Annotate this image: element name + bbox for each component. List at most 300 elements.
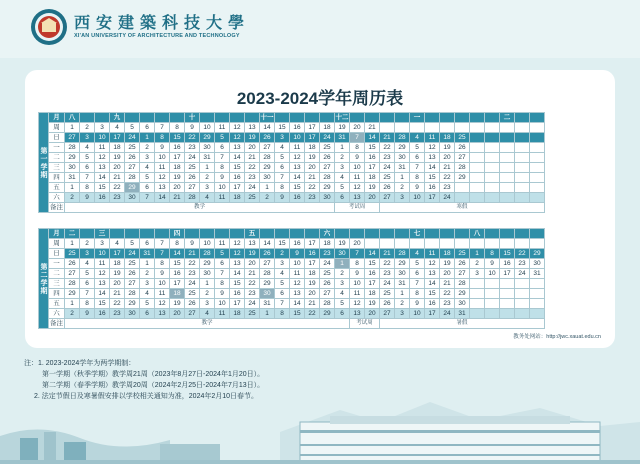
date-cell: 9 [350, 153, 365, 163]
week-number-cell: 17 [305, 123, 320, 133]
date-cell: 12 [425, 259, 440, 269]
calendar-title: 2023-2024学年周历表 [236, 89, 404, 108]
date-cell: 7 [140, 193, 155, 203]
row-label: 五 [49, 183, 65, 193]
date-cell [530, 173, 545, 183]
date-cell [470, 143, 485, 153]
date-cell: 13 [350, 309, 365, 319]
week-number-cell [485, 123, 500, 133]
date-cell: 7 [80, 173, 95, 183]
date-cell [500, 133, 515, 143]
date-cell: 12 [95, 269, 110, 279]
date-cell: 3 [335, 279, 350, 289]
date-cell: 27 [65, 133, 80, 143]
date-cell: 26 [320, 279, 335, 289]
date-cell: 2 [395, 183, 410, 193]
date-cell: 8 [80, 183, 95, 193]
notes-label: 备注 [50, 204, 63, 211]
date-cell [500, 143, 515, 153]
date-cell [500, 279, 515, 289]
date-cell [500, 173, 515, 183]
date-cell [515, 279, 530, 289]
date-cell: 3 [140, 153, 155, 163]
date-cell: 28 [455, 163, 470, 173]
row-label: 二 [49, 153, 65, 163]
date-cell: 20 [365, 309, 380, 319]
week-number-cell [365, 239, 380, 249]
month-header-cell [215, 229, 230, 239]
date-cell: 8 [155, 259, 170, 269]
date-cell [485, 143, 500, 153]
date-cell: 27 [320, 289, 335, 299]
date-cell: 11 [95, 259, 110, 269]
row-label: 六 [49, 309, 65, 319]
date-cell: 25 [125, 143, 140, 153]
date-cell: 14 [95, 289, 110, 299]
date-cell: 29 [125, 183, 140, 193]
header-bar [0, 0, 640, 58]
week-number-cell [425, 123, 440, 133]
date-cell: 4 [410, 249, 425, 259]
date-cell: 2 [260, 193, 275, 203]
date-cell [485, 153, 500, 163]
date-cell [485, 163, 500, 173]
date-cell: 24 [320, 259, 335, 269]
date-cell: 21 [110, 289, 125, 299]
week-number-cell: 3 [95, 239, 110, 249]
date-cell: 17 [425, 193, 440, 203]
date-cell [530, 289, 545, 299]
date-cell: 19 [110, 269, 125, 279]
month-header-cell [110, 229, 125, 239]
month-header-cell: 十一 [260, 114, 274, 121]
date-cell: 3 [80, 249, 95, 259]
week-number-cell: 8 [170, 123, 185, 133]
date-cell: 12 [350, 183, 365, 193]
date-cell [470, 163, 485, 173]
footnote-line: 注：1. 2023-2024学年为两学期制： [24, 360, 136, 367]
date-cell: 21 [440, 163, 455, 173]
week-number-cell [425, 239, 440, 249]
week-number-cell [470, 123, 485, 133]
date-cell: 11 [95, 143, 110, 153]
month-header-cell [275, 113, 290, 123]
week-number-cell: 20 [350, 123, 365, 133]
date-cell [530, 299, 545, 309]
date-cell: 6 [80, 163, 95, 173]
date-cell: 22 [440, 173, 455, 183]
date-cell: 13 [95, 279, 110, 289]
date-cell: 21 [185, 249, 200, 259]
date-cell: 4 [275, 269, 290, 279]
date-cell: 22 [515, 249, 530, 259]
date-cell: 26 [185, 173, 200, 183]
date-cell [515, 193, 530, 203]
date-cell: 5 [80, 153, 95, 163]
date-cell: 15 [95, 299, 110, 309]
date-cell: 17 [170, 153, 185, 163]
date-cell: 22 [380, 259, 395, 269]
month-header-cell [125, 229, 140, 239]
month-header-cell [140, 113, 155, 123]
date-cell: 28 [200, 249, 215, 259]
date-cell: 28 [455, 279, 470, 289]
date-cell: 13 [230, 143, 245, 153]
date-cell: 16 [305, 249, 320, 259]
date-cell: 28 [65, 143, 80, 153]
date-cell: 20 [170, 309, 185, 319]
row-label: 二 [49, 269, 65, 279]
month-header-cell [395, 113, 410, 123]
date-cell: 11 [350, 173, 365, 183]
month-header-cell [185, 229, 200, 239]
date-cell: 8 [275, 309, 290, 319]
month-header-cell [215, 113, 230, 123]
footnote-line: 第一学期（秋季学期）教学周21周（2023年8月27日-2024年1月20日）。 [42, 371, 265, 378]
date-cell: 25 [185, 163, 200, 173]
date-cell: 21 [305, 299, 320, 309]
date-cell: 13 [155, 183, 170, 193]
date-cell: 14 [425, 163, 440, 173]
date-cell: 25 [185, 289, 200, 299]
date-cell: 15 [170, 259, 185, 269]
date-cell: 10 [95, 133, 110, 143]
date-cell: 13 [230, 259, 245, 269]
date-cell: 2 [470, 259, 485, 269]
date-cell: 14 [95, 173, 110, 183]
date-cell: 29 [455, 173, 470, 183]
date-cell: 27 [125, 279, 140, 289]
date-cell [485, 299, 500, 309]
date-cell: 19 [365, 299, 380, 309]
date-cell: 22 [245, 279, 260, 289]
date-cell: 14 [425, 279, 440, 289]
week-number-cell: 4 [110, 239, 125, 249]
month-header-cell: 二 [65, 229, 80, 239]
date-cell: 26 [260, 249, 275, 259]
date-cell: 3 [275, 259, 290, 269]
date-cell: 23 [185, 143, 200, 153]
week-number-cell: 7 [155, 239, 170, 249]
date-cell: 30 [260, 289, 275, 299]
date-cell [500, 289, 515, 299]
month-header-cell [365, 113, 380, 123]
date-cell: 21 [380, 249, 395, 259]
date-cell [470, 289, 485, 299]
date-cell: 18 [305, 269, 320, 279]
date-cell: 20 [305, 289, 320, 299]
footnote-line: 第二学期（春季学期）教学周20周（2024年2月25日-2024年7月13日）。 [42, 382, 265, 389]
date-cell: 3 [80, 133, 95, 143]
week-number-cell [455, 123, 470, 133]
date-cell: 2 [335, 153, 350, 163]
calendar-card [25, 70, 615, 348]
date-cell: 23 [380, 153, 395, 163]
date-cell: 20 [245, 143, 260, 153]
date-cell: 3 [200, 183, 215, 193]
week-number-cell: 2 [80, 239, 95, 249]
date-cell: 18 [305, 143, 320, 153]
date-cell: 9 [80, 193, 95, 203]
date-cell: 25 [380, 173, 395, 183]
date-cell: 12 [290, 153, 305, 163]
date-cell: 17 [110, 249, 125, 259]
date-cell: 24 [440, 193, 455, 203]
week-number-cell: 18 [320, 239, 335, 249]
date-cell: 29 [65, 153, 80, 163]
date-cell: 4 [80, 259, 95, 269]
footnote-line: 2. 法定节假日及寒暑假安排以学校相关通知为准，2024年2月10日春节。 [34, 393, 259, 400]
date-cell: 20 [110, 163, 125, 173]
date-cell: 23 [110, 193, 125, 203]
date-cell: 26 [185, 299, 200, 309]
date-cell: 17 [500, 269, 515, 279]
date-cell: 24 [320, 133, 335, 143]
week-number-cell: 19 [335, 239, 350, 249]
date-cell: 3 [335, 163, 350, 173]
date-cell: 27 [455, 269, 470, 279]
date-cell: 23 [380, 269, 395, 279]
date-cell: 10 [410, 309, 425, 319]
date-cell: 21 [440, 279, 455, 289]
date-cell: 22 [305, 309, 320, 319]
week-number-cell: 16 [290, 123, 305, 133]
date-cell [530, 153, 545, 163]
date-cell: 6 [80, 279, 95, 289]
week-number-cell: 20 [350, 239, 365, 249]
date-cell: 14 [290, 173, 305, 183]
month-header-cell [80, 229, 95, 239]
date-cell: 6 [140, 183, 155, 193]
month-header-cell [440, 229, 455, 239]
date-cell: 12 [230, 133, 245, 143]
month-header-cell [530, 229, 545, 239]
date-cell: 22 [110, 183, 125, 193]
date-cell [470, 133, 485, 143]
month-header-cell [335, 229, 350, 239]
month-header-label: 月 [49, 113, 65, 123]
date-cell: 18 [110, 143, 125, 153]
date-cell: 6 [410, 153, 425, 163]
date-cell: 28 [395, 249, 410, 259]
notes-label: 备注 [50, 320, 63, 327]
date-cell: 31 [395, 163, 410, 173]
date-cell: 4 [140, 163, 155, 173]
month-header-cell: 三 [95, 229, 110, 239]
week-number-cell [500, 239, 515, 249]
month-header-cell: 一 [410, 113, 425, 123]
date-cell: 27 [185, 183, 200, 193]
date-cell: 16 [170, 269, 185, 279]
date-cell: 31 [335, 133, 350, 143]
date-cell: 10 [410, 193, 425, 203]
date-cell [470, 153, 485, 163]
date-cell: 28 [320, 299, 335, 309]
date-cell: 27 [380, 309, 395, 319]
date-cell: 20 [110, 279, 125, 289]
date-cell: 21 [305, 173, 320, 183]
row-label: 周 [49, 239, 65, 249]
date-cell: 1 [200, 163, 215, 173]
week-number-cell: 10 [200, 239, 215, 249]
date-cell: 11 [425, 249, 440, 259]
date-cell: 26 [125, 269, 140, 279]
date-cell: 16 [95, 193, 110, 203]
date-cell: 19 [440, 259, 455, 269]
teaching-period-note: 教学 [65, 203, 335, 213]
date-cell: 26 [320, 153, 335, 163]
week-number-cell: 15 [275, 123, 290, 133]
month-header-cell [125, 113, 140, 123]
month-header-cell [305, 113, 320, 123]
date-cell: 7 [80, 289, 95, 299]
date-cell: 9 [80, 309, 95, 319]
date-cell: 21 [110, 173, 125, 183]
week-number-cell [410, 239, 425, 249]
date-cell: 12 [425, 143, 440, 153]
date-cell: 22 [440, 289, 455, 299]
date-cell [485, 183, 500, 193]
date-cell: 15 [290, 309, 305, 319]
date-cell: 15 [290, 183, 305, 193]
date-cell: 24 [245, 183, 260, 193]
date-cell: 16 [290, 193, 305, 203]
date-cell: 11 [425, 133, 440, 143]
month-header-cell [260, 229, 275, 239]
date-cell: 10 [350, 163, 365, 173]
month-header-cell: 九 [110, 113, 125, 123]
date-cell: 6 [410, 269, 425, 279]
date-cell: 11 [290, 269, 305, 279]
date-cell: 3 [395, 309, 410, 319]
date-cell: 1 [140, 259, 155, 269]
date-cell: 28 [125, 173, 140, 183]
date-cell: 7 [410, 279, 425, 289]
date-cell: 9 [155, 269, 170, 279]
date-cell [530, 183, 545, 193]
date-cell: 4 [335, 173, 350, 183]
date-cell: 10 [215, 299, 230, 309]
date-cell: 31 [530, 269, 545, 279]
week-number-cell: 2 [80, 123, 95, 133]
date-cell: 29 [65, 289, 80, 299]
row-label: 四 [49, 173, 65, 183]
date-cell: 17 [110, 133, 125, 143]
date-cell: 9 [215, 173, 230, 183]
date-cell: 26 [455, 143, 470, 153]
date-cell: 25 [455, 249, 470, 259]
website-note: 教务处网站：http://jwc.xauat.edu.cn [513, 334, 601, 340]
month-header-cell [155, 229, 170, 239]
date-cell: 14 [365, 249, 380, 259]
date-cell: 14 [155, 193, 170, 203]
date-cell: 24 [380, 163, 395, 173]
week-number-cell [440, 123, 455, 133]
date-cell: 28 [320, 173, 335, 183]
date-cell: 29 [320, 183, 335, 193]
date-cell [530, 193, 545, 203]
month-header-cell [425, 113, 440, 123]
month-header-cell [530, 113, 545, 123]
date-cell: 1 [140, 133, 155, 143]
date-cell: 3 [395, 193, 410, 203]
date-cell: 31 [260, 299, 275, 309]
date-cell: 16 [500, 259, 515, 269]
week-number-cell [515, 123, 530, 133]
date-cell: 19 [245, 133, 260, 143]
week-number-cell: 14 [260, 123, 275, 133]
date-cell: 29 [320, 309, 335, 319]
date-cell: 10 [350, 279, 365, 289]
week-number-cell: 9 [185, 123, 200, 133]
date-cell: 8 [80, 299, 95, 309]
date-cell: 30 [395, 153, 410, 163]
date-cell [455, 183, 470, 193]
date-cell: 8 [410, 289, 425, 299]
date-cell: 25 [245, 193, 260, 203]
date-cell: 20 [170, 183, 185, 193]
date-cell: 20 [365, 193, 380, 203]
date-cell: 5 [140, 173, 155, 183]
date-cell: 13 [350, 193, 365, 203]
date-cell: 17 [365, 163, 380, 173]
month-header-cell [470, 113, 485, 123]
date-cell: 30 [200, 143, 215, 153]
date-cell: 21 [245, 153, 260, 163]
date-cell: 5 [335, 299, 350, 309]
date-cell: 28 [65, 279, 80, 289]
date-cell: 22 [110, 299, 125, 309]
week-number-cell: 13 [245, 123, 260, 133]
date-cell: 30 [65, 163, 80, 173]
date-cell: 26 [455, 259, 470, 269]
date-cell: 30 [530, 259, 545, 269]
row-label: 日 [49, 133, 65, 143]
date-cell [485, 193, 500, 203]
month-header-cell: 八 [470, 229, 485, 239]
date-cell: 5 [215, 133, 230, 143]
date-cell: 22 [245, 163, 260, 173]
date-cell: 10 [485, 269, 500, 279]
date-cell: 13 [95, 163, 110, 173]
date-cell: 13 [290, 289, 305, 299]
week-number-cell: 13 [245, 239, 260, 249]
exam-week-note: 考试周 [335, 203, 380, 213]
date-cell: 18 [230, 193, 245, 203]
date-cell: 11 [290, 143, 305, 153]
date-cell: 15 [230, 163, 245, 173]
date-cell: 11 [215, 193, 230, 203]
date-cell: 9 [485, 259, 500, 269]
date-cell: 25 [320, 143, 335, 153]
date-cell [500, 183, 515, 193]
date-cell: 28 [260, 153, 275, 163]
date-cell: 5 [80, 269, 95, 279]
date-cell: 23 [320, 249, 335, 259]
date-cell [515, 183, 530, 193]
month-header-cell [155, 113, 170, 123]
date-cell: 17 [305, 259, 320, 269]
week-number-cell: 21 [365, 123, 380, 133]
week-number-cell [395, 123, 410, 133]
month-header-cell: 五 [245, 229, 260, 239]
date-cell: 29 [200, 133, 215, 143]
month-header-cell [380, 229, 395, 239]
date-cell: 15 [365, 143, 380, 153]
date-cell [485, 289, 500, 299]
date-cell: 12 [155, 299, 170, 309]
date-cell: 28 [260, 269, 275, 279]
